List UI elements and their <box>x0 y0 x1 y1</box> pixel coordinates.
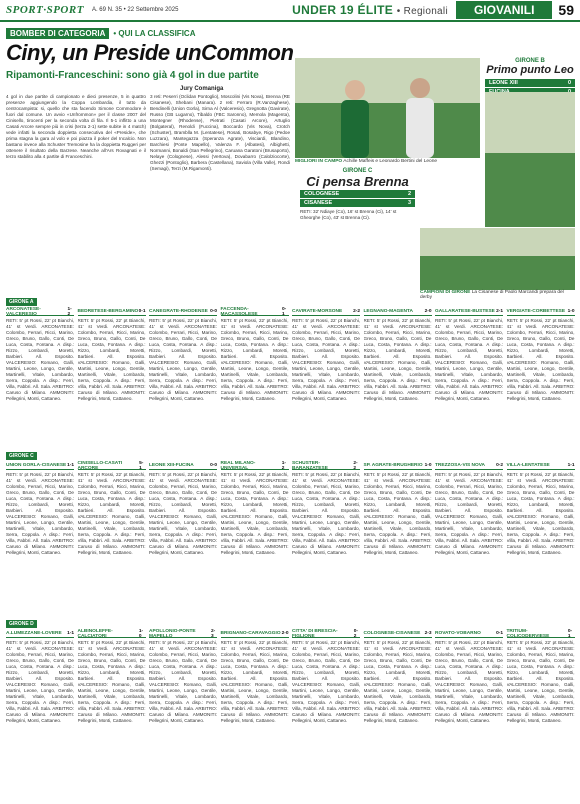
match-teams: UNION GORLA-CISANESE <box>6 463 67 468</box>
match-header <box>221 462 289 470</box>
match-report: RETI: 5' pt Rossi, 22' pt Bianchi, 41' st Verdi. ARCONATESE: Colombo, Ferrari, Ricci, Marino, Greco, Bruno, Gallo, Conti, De Luca, Costa, Fontana. A disp.: Rizzo, Lombardi, Moretti, Barbieri. All. Esposito. VALCERESIO: Romano, Galli, Martini, Leone, Longo, Gentile, Martinelli, Vitale, Lombardo, Serra, Coppola. A disp.: Ferri, Villa, Fabbri. All. Sala. ARBITRO: Caruso di Milano. AMMONITI: Pellegrini, Monti, Cattaneo. <box>220 472 289 555</box>
match-report: RETI: 5' pt Rossi, 22' pt Bianchi, 41' st Verdi. ARCONATESE: Colombo, Ferrari, Ricci, Marino, Greco, Bruno, Gallo, Conti, De Luca, Costa, Fontana. A disp.: Rizzo, Lombardi, Moretti, Barbieri. All. Esposito. VALCERESIO: Romano, Galli, Martini, Leone, Longo, Gentile, Martinelli, Vitale, Lombardo, Serra, Coppola. A disp.: Ferri, Villa, Fabbri. All. Sala. ARBITRO: Caruso di Milano. AMMONITI: Pellegrini, Monti, Cattaneo. <box>6 472 74 555</box>
match-score: 2-0 <box>281 631 289 636</box>
match-teams: TRITIUM-COLICODERVIESE <box>506 628 550 639</box>
team-caption-label: CAMPIONI DI GIRONE <box>420 290 471 295</box>
girone-c-row <box>300 199 415 207</box>
match-report: RETI: 5' pt Rossi, 22' pt Bianchi, 41' st Verdi. ARCONATESE: Colombo, Ferrari, Ricci, Marino, Greco, Bruno, Gallo, Conti, De Luca, Costa, Fontana. A disp.: Rizzo, Lombardi, Moretti, Barbieri. All. Esposito. VALCERESIO: Romano, Galli, Martini, Leone, Longo, Gentile, Martinelli, Vitale, Lombardo, Serra, Coppola. A disp.: Ferri, Villa, Fabbri. All. Sala. ARBITRO: Caruso di Milano. AMMONITI: Pellegrini, Monti, Cattaneo. <box>292 318 360 401</box>
match-teams: SCHUSTER-BARANZATESE <box>292 460 328 471</box>
article-kicker <box>6 28 195 39</box>
match-score: 0-2 <box>496 463 503 468</box>
match-teams: CITTA' DI BRESCIA-FIGLIONE <box>292 628 338 639</box>
issue-info: A. 69 N. 35 • 22 Settembre 2025 <box>91 7 179 13</box>
match-score: 0-0 <box>210 309 217 314</box>
match-report: RETI: 5' pt Rossi, 22' pt Bianchi, 41' st Verdi. ARCONATESE: Colombo, Ferrari, Ricci, Marino, Greco, Bruno, Gallo, Conti, De Luca, Costa, Fontana. A disp.: Rizzo, Lombardi, Moretti, Barbieri. All. Esposito. VALCERESIO: Romano, Galli, Martini, Leone, Longo, Gentile, Martinelli, Vitale, Lombardo, Serra, Coppola. A disp.: Ferri, Villa, Fabbri. All. Sala. ARBITRO: Caruso di Milano. AMMONITI: Pellegrini, Monti, Cattaneo. <box>506 472 575 555</box>
match-teams: BRIGNANO-CARAVAGGIO <box>220 631 281 636</box>
match-teams: ROVATO-VOBARNO <box>435 631 481 636</box>
match-report: RETI: 5' pt Rossi, 22' pt Bianchi, 41' st Verdi. ARCONATESE: Colombo, Ferrari, Ricci, Marino, Greco, Bruno, Gallo, Conti, De Luca, Costa, Fontana. A disp.: Rizzo, Lombardi, Moretti, Barbieri. All. Esposito. VALCERESIO: Romano, Galli, Martini, Leone, Longo, Gentile, Martinelli, Vitale, Lombardo, Serra, Coppola. A disp.: Ferri, Villa, Fabbri. All. Sala. ARBITRO: Caruso di Milano. AMMONITI: Pellegrini, Monti, Cattaneo. <box>292 640 360 723</box>
girone-a-bar: GIRONE A <box>6 298 37 306</box>
kicker-sub: • QUI LA CLASSIFICA <box>113 29 196 38</box>
match-teams: FACCENDA-MACASSOLESE <box>220 306 258 317</box>
team-caption-text: La Cisanese di Paolo Marcandi prepara del derby <box>420 290 564 300</box>
girone-b-title: Primo punto Leo <box>486 64 574 76</box>
match-teams: LEGNANO-MAGENTA <box>363 309 413 314</box>
match-header <box>292 308 360 316</box>
match-score: 1-1 <box>67 463 74 468</box>
girone-b-label: GIRONE B <box>515 58 545 64</box>
match-report: RETI: 5' pt Rossi, 22' pt Bianchi, 41' st Verdi. ARCONATESE: Colombo, Ferrari, Ricci, Marino, Greco, Bruno, Gallo, Conti, De Luca, Costa, Fontana. A disp.: Rizzo, Lombardi, Moretti, Barbieri. All. Esposito. VALCERESIO: Romano, Galli, Martini, Leone, Longo, Gentile, Martinelli, Vitale, Lombardo, Serra, Coppola. A disp.: Ferri, Villa, Fabbri. All. Sala. ARBITRO: Caruso di Milano. AMMONITI: Pellegrini, Monti, Cattaneo. <box>292 472 360 555</box>
players-photo <box>295 58 480 158</box>
match-teams: REAL MILANO-UNIVERSAL <box>220 460 256 471</box>
match-score: 2-2 <box>353 309 360 314</box>
article-column-1: 4 gol in due partite di campionato e dieci presenze, 5 in quattro presenze aggiungendo la Coppa Lombardia, il tutto da centrocampista: si, quello che sta facendo Simone Commodore è fuori dal comune. Un avvio «Unfrommon» per il classe 2007 del Cinisello, tirocenti per la seconda volta di fila. Il 5-1 inflitto a una Casati Arcore sempre più in crisi (terza 2-1) sette subite in 4 match) vede infatti la seconda doppietta consecutiva del «Preside», che prima stagna la gara al volo e poi piazza il poker del Incalcio. Non bastano invece alla Schuster Tremosine ha la doppietta Ruggeri per ottenere il risultato della Barzese. Neanche all'Ars Rovagnati e il terzo stabilito alla 4 partite di Franceschini. <box>6 94 146 159</box>
match-header <box>221 630 289 638</box>
category-title <box>292 3 448 17</box>
section-badge: GIOVANILI <box>456 1 552 19</box>
match-teams: CANEGRATE-RHODENSE <box>149 309 208 314</box>
match-score: 1-1 <box>67 631 74 636</box>
match-teams: ARCONATESE-VALCERESIO <box>6 306 41 317</box>
match-score: 2-2 <box>353 460 358 471</box>
match-score: 0-1 <box>138 309 146 314</box>
subheadline: Ripamonti-Franceschini: sono già 4 gol in due partite <box>6 70 259 81</box>
match-header <box>435 462 503 470</box>
team-score: 2 <box>407 191 411 197</box>
match-report: RETI: 5' pt Rossi, 22' pt Bianchi, 41' st Verdi. ARCONATESE: Colombo, Ferrari, Ricci, Marino, Greco, Bruno, Gallo, Conti, De Luca, Costa, Fontana. A disp.: Rizzo, Lombardi, Moretti, Barbieri. All. Esposito. VALCERESIO: Romano, Galli, Martini, Leone, Longo, Gentile, Martinelli, Vitale, Lombardo, Serra, Coppola. A disp.: Ferri, Villa, Fabbri. All. Sala. ARBITRO: Caruso di Milano. AMMONITI: Pellegrini, Monti, Cattaneo. <box>363 472 432 555</box>
match-header <box>507 462 575 470</box>
match-score: 2-1 <box>496 309 503 314</box>
match-header <box>292 462 360 470</box>
match-score: 0-1 <box>281 306 287 317</box>
match-report: RETI: 5' pt Rossi, 22' pt Bianchi, 41' st Verdi. ARCONATESE: Colombo, Ferrari, Ricci, Marino, Greco, Bruno, Gallo, Conti, De Luca, Costa, Fontana. A disp.: Rizzo, Lombardi, Moretti, Barbieri. All. Esposito. VALCERESIO: Romano, Galli, Martini, Leone, Longo, Gentile, Martinelli, Vitale, Lombardo, Serra, Coppola. A disp.: Ferri, Villa, Fabbri. All. Sala. ARBITRO: Caruso di Milano. AMMONITI: Pellegrini, Monti, Cattaneo. <box>435 640 503 723</box>
match-teams: SP. AGRATE-BRUGHERIO <box>363 463 423 468</box>
team-photo-caption <box>420 290 575 300</box>
girone-d-bar: GIRONE D <box>6 620 37 628</box>
match-teams: CAVIRATE-MORSONE <box>292 309 343 314</box>
match-report: RETI: 5' pt Rossi, 22' pt Bianchi, 41' st Verdi. ARCONATESE: Colombo, Ferrari, Ricci, Marino, Greco, Bruno, Gallo, Conti, De Luca, Costa, Fontana. A disp.: Rizzo, Lombardi, Moretti, Barbieri. All. Esposito. VALCERESIO: Romano, Galli, Martini, Leone, Longo, Gentile, Martinelli, Vitale, Lombardo, Serra, Coppola. A disp.: Ferri, Villa, Fabbri. All. Sala. ARBITRO: Caruso di Milano. AMMONITI: Pellegrini, Monti, Cattaneo. <box>435 318 503 401</box>
match-report: RETI: 5' pt Rossi, 22' pt Bianchi, 41' st Verdi. ARCONATESE: Colombo, Ferrari, Ricci, Marino, Greco, Bruno, Gallo, Conti, De Luca, Costa, Fontana. A disp.: Rizzo, Lombardi, Moretti, Barbieri. All. Esposito. VALCERESIO: Romano, Galli, Martini, Leone, Longo, Gentile, Martinelli, Vitale, Lombardo, Serra, Coppola. A disp.: Ferri, Villa, Fabbri. All. Sala. ARBITRO: Caruso di Milano. AMMONITI: Pellegrini, Monti, Cattaneo. <box>506 640 575 723</box>
girone-c-title: Ci pensa Brenna <box>306 174 409 189</box>
match-teams: VILLA-LENTATESE <box>506 463 550 468</box>
team-name: LEONE XIII <box>489 80 518 86</box>
match-header <box>149 308 217 316</box>
article-column-2: 3 reti: Peserri (Oclidan Pontoglio), Moscolini (Vis Nova), Brenna (RE Cisanese), Shebani (Manara). 2 reti: Ferraro (R.Vanzaghese), Bendinelli (Union Gorla), Sirna Al (Valceresio), Gregnotta (Gavirate), Russo (GB Lugarno), Tibaldo (FBC Saronno), Memola (Magenta), Montegner (Rhodense), Pietrati (Casati Arcore), Artuglio (Bolgateral), Renoldi (Fuccina), Boccardo (Vis Nova), Crotch (Schuster), Bramblla M. (Lentatese), Rosati, Bosabye, Rigo (Pedoe Luzzara), Mantegazza (Speranza Agrate), Visciardi, Blandino, Barchiesi (Ponte Mapello), Valenza F. (Albatesi), Albighetti, Normanni, Bonaldi (San Pellegrino), Caruana Garatoni (Brusaporto), Nelaye (Colognese), Alessi (Vertova), Dovabarro (Calolziocorte), Ghezzi (Pontoglio), Barbera (Castellana), Saviola (Villa Valle), Rondi (Semagi), Terzi (M.Rigamonti). <box>150 94 290 171</box>
match-teams: COLOGNESE-CISANESE <box>363 631 421 636</box>
match-header <box>6 630 74 638</box>
match-teams: BEDRETESE-BERGAMINO <box>77 309 139 314</box>
match-teams: ALBINOLEFFE-CALCIATORI <box>77 628 113 639</box>
match-teams: CINISELLO-CASATI ARCORE <box>77 460 123 471</box>
match-header <box>507 630 575 638</box>
team-score: 3 <box>407 200 411 206</box>
match-teams: GALLARATESE-BUSTESE <box>435 309 495 314</box>
match-score: 0-2 <box>353 628 358 639</box>
match-header <box>6 308 74 316</box>
match-report: RETI: 5' pt Rossi, 22' pt Bianchi, 41' st Verdi. ARCONATESE: Colombo, Ferrari, Ricci, Marino, Greco, Bruno, Gallo, Conti, De Luca, Costa, Fontana. A disp.: Rizzo, Lombardi, Moretti, Barbieri. All. Esposito. VALCERESIO: Romano, Galli, Martini, Leone, Longo, Gentile, Martinelli, Vitale, Lombardo, Serra, Coppola. A disp.: Ferri, Villa, Fabbri. All. Sala. ARBITRO: Caruso di Milano. AMMONITI: Pellegrini, Monti, Cattaneo. <box>149 472 217 555</box>
match-report: RETI: 5' pt Rossi, 22' pt Bianchi, 41' st Verdi. ARCONATESE: Colombo, Ferrari, Ricci, Marino, Greco, Bruno, Gallo, Conti, De Luca, Costa, Fontana. A disp.: Rizzo, Lombardi, Moretti, Barbieri. All. Esposito. VALCERESIO: Romano, Galli, Martini, Leone, Longo, Gentile, Martinelli, Vitale, Lombardo, Serra, Coppola. A disp.: Ferri, Villa, Fabbri. All. Sala. ARBITRO: Caruso di Milano. AMMONITI: Pellegrini, Monti, Cattaneo. <box>77 640 146 723</box>
match-report: RETI: 5' pt Rossi, 22' pt Bianchi, 41' st Verdi. ARCONATESE: Colombo, Ferrari, Ricci, Marino, Greco, Bruno, Gallo, Conti, De Luca, Costa, Fontana. A disp.: Rizzo, Lombardi, Moretti, Barbieri. All. Esposito. VALCERESIO: Romano, Galli, Martini, Leone, Longo, Gentile, Martinelli, Vitale, Lombardo, Serra, Coppola. A disp.: Ferri, Villa, Fabbri. All. Sala. ARBITRO: Caruso di Milano. AMMONITI: Pellegrini, Monti, Cattaneo. <box>6 640 74 723</box>
match-score: 2-0 <box>424 309 432 314</box>
match-report: RETI: 5' pt Rossi, 22' pt Bianchi, 41' st Verdi. ARCONATESE: Colombo, Ferrari, Ricci, Marino, Greco, Bruno, Gallo, Conti, De Luca, Costa, Fontana. A disp.: Rizzo, Lombardi, Moretti, Barbieri. All. Esposito. VALCERESIO: Romano, Galli, Martini, Leone, Longo, Gentile, Martinelli, Vitale, Lombardo, Serra, Coppola. A disp.: Ferri, Villa, Fabbri. All. Sala. ARBITRO: Caruso di Milano. AMMONITI: Pellegrini, Monti, Cattaneo. <box>6 318 74 401</box>
match-teams: APOLLONIO-PONTE MAPELLO <box>149 628 196 639</box>
kicker-label: BOMBER DI CATEGORIA <box>6 28 109 39</box>
team-photo <box>420 228 575 290</box>
photo-caption-label: MIGLIORI IN CAMPO <box>295 159 343 164</box>
match-report: RETI: 5' pt Rossi, 22' pt Bianchi, 41' st Verdi. ARCONATESE: Colombo, Ferrari, Ricci, Marino, Greco, Bruno, Gallo, Conti, De Luca, Costa, Fontana. A disp.: Rizzo, Lombardi, Moretti, Barbieri. All. Esposito. VALCERESIO: Romano, Galli, Martini, Leone, Longo, Gentile, Martinelli, Vitale, Lombardo, Serra, Coppola. A disp.: Ferri, Villa, Fabbri. All. Sala. ARBITRO: Caruso di Milano. AMMONITI: Pellegrini, Monti, Cattaneo. <box>363 318 432 401</box>
match-header <box>435 308 503 316</box>
girone-c-box <box>300 168 415 221</box>
match-header <box>507 308 575 316</box>
page-number: 59 <box>558 2 574 18</box>
girone-c-note: RETI: 32' Ndiaye (Co), 16' st Brenna (Ci), 14' st Gheorghe (Co), 43' st Brenna (Ci). <box>300 209 397 220</box>
photo-caption-text: Achille Maffeis e Leonardo Bertini del Leone <box>343 159 438 164</box>
match-teams: VERGIATE-CORBETTESE <box>506 309 566 314</box>
page-header <box>0 0 580 22</box>
match-report: RETI: 5' pt Rossi, 22' pt Bianchi, 41' st Verdi. ARCONATESE: Colombo, Ferrari, Ricci, Marino, Greco, Bruno, Gallo, Conti, De Luca, Costa, Fontana. A disp.: Rizzo, Lombardi, Moretti, Barbieri. All. Esposito. VALCERESIO: Romano, Galli, Martini, Leone, Longo, Gentile, Martinelli, Vitale, Lombardo, Serra, Coppola. A disp.: Ferri, Villa, Fabbri. All. Sala. ARBITRO: Caruso di Milano. AMMONITI: Pellegrini, Monti, Cattaneo. <box>435 472 503 555</box>
photo-background <box>485 92 575 153</box>
photo-grass <box>420 256 575 290</box>
match-report: RETI: 5' pt Rossi, 22' pt Bianchi, 41' st Verdi. ARCONATESE: Colombo, Ferrari, Ricci, Marino, Greco, Bruno, Gallo, Conti, De Luca, Costa, Fontana. A disp.: Rizzo, Lombardi, Moretti, Barbieri. All. Esposito. VALCERESIO: Romano, Galli, Martini, Leone, Longo, Gentile, Martinelli, Vitale, Lombardo, Serra, Coppola. A disp.: Ferri, Villa, Fabbri. All. Sala. ARBITRO: Caruso di Milano. AMMONITI: Pellegrini, Monti, Cattaneo. <box>77 318 146 401</box>
match-score: 1-2 <box>67 306 72 317</box>
match-teams: A.LUMEZZANE-LOVERE <box>6 631 62 636</box>
match-teams: LEONE XIII-FUCINA <box>149 463 194 468</box>
match-header <box>149 462 217 470</box>
match-header <box>221 308 289 316</box>
photo-caption <box>295 159 480 164</box>
match-header <box>292 630 360 638</box>
match-score: 1-0 <box>567 309 575 314</box>
match-report: RETI: 5' pt Rossi, 22' pt Bianchi, 41' st Verdi. ARCONATESE: Colombo, Ferrari, Ricci, Marino, Greco, Bruno, Gallo, Conti, De Luca, Costa, Fontana. A disp.: Rizzo, Lombardi, Moretti, Barbieri. All. Esposito. VALCERESIO: Romano, Galli, Martini, Leone, Longo, Gentile, Martinelli, Vitale, Lombardo, Serra, Coppola. A disp.: Ferri, Villa, Fabbri. All. Sala. ARBITRO: Caruso di Milano. AMMONITI: Pellegrini, Monti, Cattaneo. <box>149 318 217 401</box>
match-header <box>364 630 432 638</box>
match-report: RETI: 5' pt Rossi, 22' pt Bianchi, 41' st Verdi. ARCONATESE: Colombo, Ferrari, Ricci, Marino, Greco, Bruno, Gallo, Conti, De Luca, Costa, Fontana. A disp.: Rizzo, Lombardi, Moretti, Barbieri. All. Esposito. VALCERESIO: Romano, Galli, Martini, Leone, Longo, Gentile, Martinelli, Vitale, Lombardo, Serra, Coppola. A disp.: Ferri, Villa, Fabbri. All. Sala. ARBITRO: Caruso di Milano. AMMONITI: Pellegrini, Monti, Cattaneo. <box>220 640 289 723</box>
match-score: 5-1 <box>139 460 144 471</box>
match-report: RETI: 5' pt Rossi, 22' pt Bianchi, 41' st Verdi. ARCONATESE: Colombo, Ferrari, Ricci, Marino, Greco, Bruno, Gallo, Conti, De Luca, Costa, Fontana. A disp.: Rizzo, Lombardi, Moretti, Barbieri. All. Esposito. VALCERESIO: Romano, Galli, Martini, Leone, Longo, Gentile, Martinelli, Vitale, Lombardo, Serra, Coppola. A disp.: Ferri, Villa, Fabbri. All. Sala. ARBITRO: Caruso di Milano. AMMONITI: Pellegrini, Monti, Cattaneo. <box>506 318 575 401</box>
players-figures <box>295 58 480 158</box>
photo-background <box>420 228 575 256</box>
byline: Jury Comaniga <box>180 86 224 92</box>
match-report: RETI: 5' pt Rossi, 22' pt Bianchi, 41' st Verdi. ARCONATESE: Colombo, Ferrari, Ricci, Marino, Greco, Bruno, Gallo, Conti, De Luca, Costa, Fontana. A disp.: Rizzo, Lombardi, Moretti, Barbieri. All. Esposito. VALCERESIO: Romano, Galli, Martini, Leone, Longo, Gentile, Martinelli, Vitale, Lombardo, Serra, Coppola. A disp.: Ferri, Villa, Fabbri. All. Sala. ARBITRO: Caruso di Milano. AMMONITI: Pellegrini, Monti, Cattaneo. <box>77 472 146 555</box>
match-score: 1-2 <box>281 460 286 471</box>
category-label: UNDER 19 ÉLITE <box>292 3 394 17</box>
girone-b-row <box>485 79 575 87</box>
logo: SPORT·SPORT <box>6 4 84 16</box>
team-score: 0 <box>567 80 571 86</box>
match-score: 1-1 <box>567 463 575 468</box>
team-name: CISANESE <box>304 200 333 206</box>
category-sub: • Regionali <box>396 6 448 17</box>
match-report: RETI: 5' pt Rossi, 22' pt Bianchi, 41' st Verdi. ARCONATESE: Colombo, Ferrari, Ricci, Marino, Greco, Bruno, Gallo, Conti, De Luca, Costa, Fontana. A disp.: Rizzo, Lombardi, Moretti, Barbieri. All. Esposito. VALCERESIO: Romano, Galli, Martini, Leone, Longo, Gentile, Martinelli, Vitale, Lombardo, Serra, Coppola. A disp.: Ferri, Villa, Fabbri. All. Sala. ARBITRO: Caruso di Milano. AMMONITI: Pellegrini, Monti, Cattaneo. <box>149 640 217 723</box>
match-header <box>78 308 146 316</box>
match-score: 1-0 <box>424 463 432 468</box>
match-score: 1-0 <box>138 628 144 639</box>
match-header <box>6 462 74 470</box>
match-header <box>364 462 432 470</box>
match-header <box>435 630 503 638</box>
match-header <box>78 630 146 638</box>
match-score: 0-1 <box>496 631 503 636</box>
headline: Ciny, un Preside unCommon <box>6 40 294 65</box>
match-score: 0-1 <box>567 628 573 639</box>
match-score: 2-3 <box>424 631 432 636</box>
match-teams: TREZZOSA-VIS NOVA <box>435 463 486 468</box>
girone-c-bar: GIRONE C <box>6 452 37 460</box>
match-report: RETI: 5' pt Rossi, 22' pt Bianchi, 41' st Verdi. ARCONATESE: Colombo, Ferrari, Ricci, Marino, Greco, Bruno, Gallo, Conti, De Luca, Costa, Fontana. A disp.: Rizzo, Lombardi, Moretti, Barbieri. All. Esposito. VALCERESIO: Romano, Galli, Martini, Leone, Longo, Gentile, Martinelli, Vitale, Lombardo, Serra, Coppola. A disp.: Ferri, Villa, Fabbri. All. Sala. ARBITRO: Caruso di Milano. AMMONITI: Pellegrini, Monti, Cattaneo. <box>220 318 289 401</box>
girone-c-row <box>300 190 415 198</box>
girone-c-label: GIRONE C <box>342 168 373 174</box>
leone-photo <box>485 92 575 227</box>
match-report: RETI: 5' pt Rossi, 22' pt Bianchi, 41' st Verdi. ARCONATESE: Colombo, Ferrari, Ricci, Marino, Greco, Bruno, Gallo, Conti, De Luca, Costa, Fontana. A disp.: Rizzo, Lombardi, Moretti, Barbieri. All. Esposito. VALCERESIO: Romano, Galli, Martini, Leone, Longo, Gentile, Martinelli, Vitale, Lombardo, Serra, Coppola. A disp.: Ferri, Villa, Fabbri. All. Sala. ARBITRO: Caruso di Milano. AMMONITI: Pellegrini, Monti, Cattaneo. <box>363 640 432 723</box>
match-score: 2-3 <box>210 628 216 639</box>
team-name: COLOGNESE <box>304 191 340 197</box>
match-header <box>78 462 146 470</box>
match-header <box>149 630 217 638</box>
match-header <box>364 308 432 316</box>
photo-grass <box>485 153 575 227</box>
match-score: 0-0 <box>210 463 217 468</box>
